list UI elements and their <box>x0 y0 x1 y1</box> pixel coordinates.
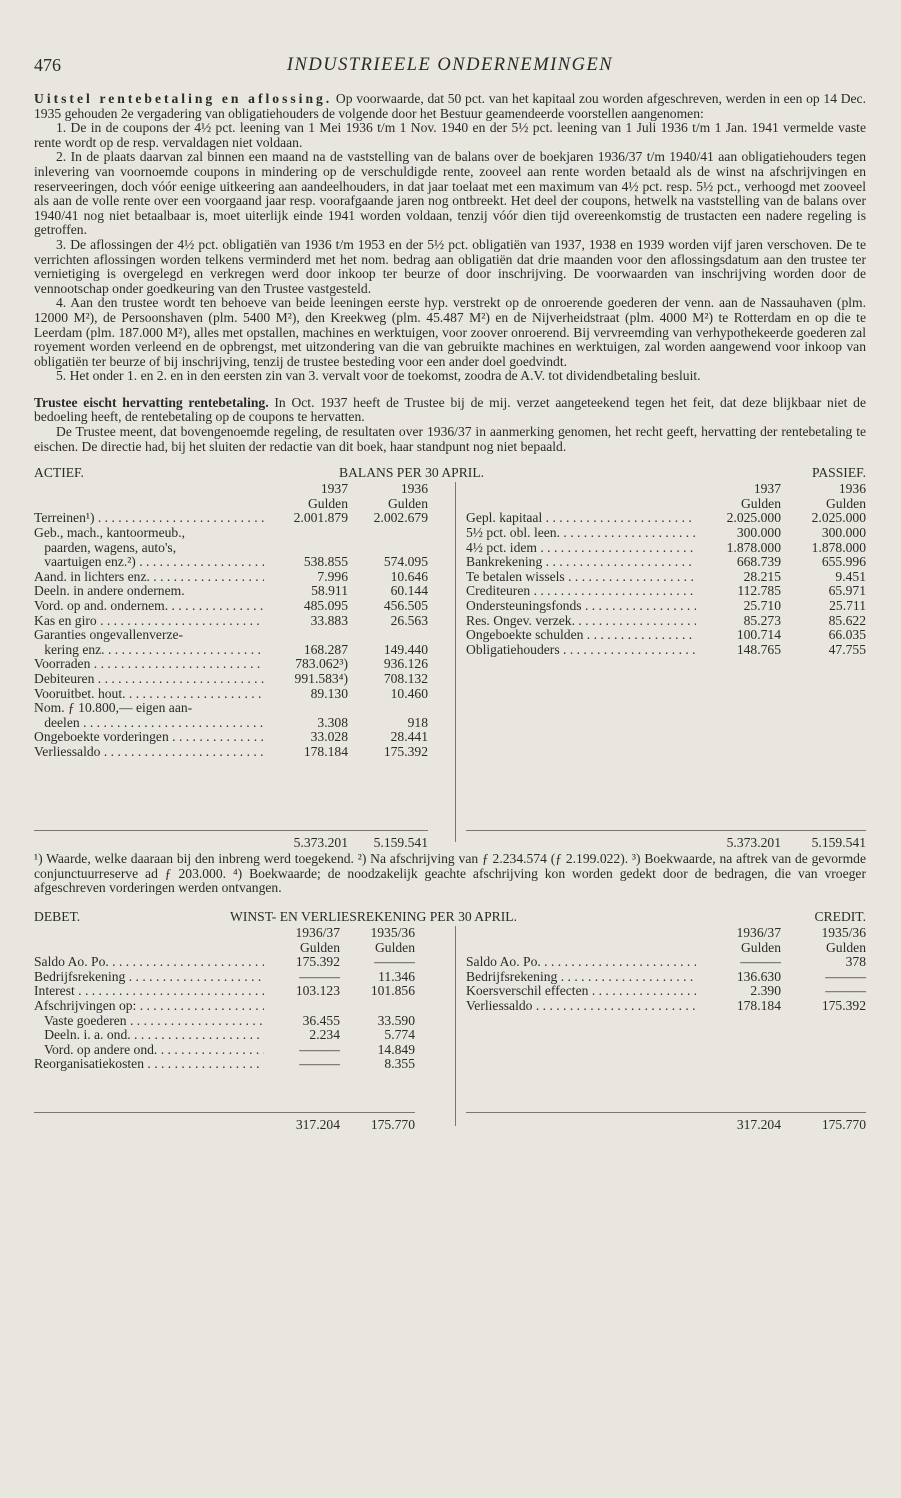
winst-credit-row-value-a: 178.184 <box>736 998 781 1013</box>
balans-actief-header-a: Gulden <box>307 495 348 511</box>
winst-credit-header-spacer <box>466 941 696 956</box>
balans-actief-total-rule <box>34 830 428 831</box>
balans-actief-row-value-b: 936.126 <box>383 656 428 672</box>
balans-passief-row <box>466 628 866 643</box>
balans-actief-row-label: Verliessaldo . . . <box>34 745 264 760</box>
balans-actief-row-value-a: 538.855 <box>303 554 348 570</box>
winst-credit-row-label: Verliessaldo . . . <box>466 999 696 1014</box>
balans-passief-row-value-b: 655.996 <box>821 554 866 570</box>
balans-passief-total-row <box>466 836 866 851</box>
balans-passief-row <box>466 526 866 541</box>
balans-passief-row-value-b: 66.035 <box>828 627 866 643</box>
winst-credit-row-value-a: 2.390 <box>750 983 781 999</box>
winst-debet <box>34 925 419 1133</box>
balans-actief-row-label: Garanties ongevallenverze- <box>34 628 184 643</box>
winst-debet-row-label: Reorganisatiekosten . . . <box>34 1057 264 1072</box>
balans-actief-row-value-a: 7.996 <box>317 568 348 584</box>
balans-actief-row <box>34 614 429 629</box>
winst-debet-header-row <box>34 941 419 956</box>
winst-credit-row-value-a: 136.630 <box>736 968 781 984</box>
winst-debet-row-label: Deeln. i. a. ond. . . . <box>34 1028 264 1043</box>
balans-passief-row <box>466 614 866 629</box>
winst-debet-row-value-a: ——— <box>299 968 340 984</box>
balans-actief-row-value-b: 175.392 <box>383 743 428 759</box>
balans-actief-row-label: Vooruitbet. hout. . . . <box>34 687 264 702</box>
winst-debet-row-value-a: ——— <box>299 1041 340 1057</box>
winst-debet-row-label: Vaste goederen . . . <box>34 1014 264 1029</box>
winst-credit-row-label: Saldo Ao. Po. . . . <box>466 955 696 970</box>
balans-passief-header-b: Gulden <box>825 495 866 511</box>
winst-debet-header-a: 1936/37 <box>295 925 340 941</box>
winst-debet-header-row <box>34 926 419 941</box>
balans-passief-row-value-a: 668.739 <box>736 554 781 570</box>
balans-actief-row-value-a: 168.287 <box>303 641 348 657</box>
winst-credit-header-row <box>466 941 866 956</box>
balans-passief-row-value-a: 28.215 <box>743 568 781 584</box>
balans-actief-header-spacer <box>34 482 264 497</box>
intro-lead: Uitstel rentebetaling en aflossing. <box>34 91 333 106</box>
balans-actief-row-value-b: 10.460 <box>390 685 428 701</box>
balans-actief-row-value-a: 3.308 <box>317 714 348 730</box>
balans-passief-header-a: 1937 <box>753 481 781 497</box>
balans-actief-total-a: 5.373.201 <box>293 835 348 851</box>
balans-actief-row-value-a: 178.184 <box>303 743 348 759</box>
balans-actief-row-value-b: 708.132 <box>383 670 428 686</box>
balans-actief-row-value-a: 33.028 <box>310 729 348 745</box>
balans-passief-header-spacer <box>466 482 696 497</box>
balans-passief-header-spacer <box>466 497 696 512</box>
balans-actief-row <box>34 526 429 541</box>
balans-actief-row-value-b: 574.095 <box>383 554 428 570</box>
winst-credit-row-label: Koersverschil effecten . . . <box>466 984 696 999</box>
balans-title: BALANS PER 30 APRIL. <box>339 465 485 481</box>
balans-actief-row <box>34 541 429 556</box>
balans-actief-header-b: Gulden <box>387 495 428 511</box>
winst-credit-row <box>466 955 866 970</box>
balans-actief-row-label: Terreinen¹) . . . <box>34 511 264 526</box>
balans-actief-row-label: paarden, wagens, auto's, <box>34 540 177 555</box>
winst-credit-row-value-a: ——— <box>740 954 781 970</box>
balans-passief-row <box>466 599 866 614</box>
balans-actief-row-label: kering enz. . . . <box>34 643 264 658</box>
balans-actief-row-value-b <box>348 628 428 643</box>
page <box>34 55 867 1136</box>
balans-actief-row-label: Aand. in lichters enz. . . . <box>34 570 264 585</box>
balans-actief-row-value-b: 918 <box>407 714 428 730</box>
winst-divider <box>455 926 456 1126</box>
balans-passief-header-row <box>466 497 866 512</box>
winst-table <box>34 926 866 1136</box>
winst-credit-total-a: 317.204 <box>736 1117 781 1133</box>
winst-debet-row-value-b: 11.346 <box>378 968 415 984</box>
balans-passief-row <box>466 541 866 556</box>
actief-label: ACTIEF. <box>34 465 84 481</box>
balans-actief-row-value-b: 10.646 <box>390 568 428 584</box>
balans-passief-row-label: Bankrekening . . . <box>466 555 696 570</box>
winst-credit-total-b: 175.770 <box>821 1117 866 1133</box>
winst-credit-header-spacer <box>466 926 696 941</box>
winst-debet-total-a: 317.204 <box>295 1117 340 1133</box>
winst-credit-row-value-b: ——— <box>825 983 866 999</box>
balans-actief-row-value-b <box>348 526 428 541</box>
footnotes: ¹) Waarde, welke daaraan bij den inbreng werd toegekend. ²) Na afschrijving van ƒ 2.234.574 (ƒ 2.199.022). ³) Boekwaarde, na aftrek van de gevormde conjunctuurreserve ad ƒ 203.000. ⁴) Boekwaarde; de noodzakelijk geachte afschrijving kon worden gedekt door de bedragen, die van vroeger afgeschreven vorderingen werden ontvangen. <box>34 851 866 896</box>
balans-passief-row-label: Res. Ongev. verzek. . . . <box>466 614 696 629</box>
balans-actief-row <box>34 730 429 745</box>
balans-actief-row-value-b <box>348 541 428 556</box>
winst-debet-row <box>34 1028 419 1043</box>
winst-debet-header-b: Gulden <box>374 939 415 955</box>
trustee-paragraph-2: De Trustee meent, dat bovengenoemde regeling, de resultaten over 1936/37 in aanmerking genomen, het recht geeft, hervatting der rentebetaling te eischen. De directie had, bij het sluiten der redactie van dit boek, haar standpunt nog niet bepaald. <box>34 424 866 454</box>
winst-debet-row-value-b: 101.856 <box>370 983 415 999</box>
winst-credit-row-value-b: ——— <box>825 968 866 984</box>
debet-label: DEBET. <box>34 909 81 925</box>
balans-actief <box>34 481 429 851</box>
balans-actief-header-spacer <box>34 497 264 512</box>
balans-actief-row-value-a <box>264 526 348 541</box>
balans-actief-row-value-a <box>264 541 348 556</box>
balans-actief-row-value-b: 26.563 <box>390 612 428 628</box>
balans-passief-row-label: 5½ pct. obl. leen. . . . <box>466 526 696 541</box>
balans-actief-row-value-a: 89.130 <box>310 685 348 701</box>
winst-credit-header-a: Gulden <box>740 939 781 955</box>
winst-debet-header-spacer <box>34 926 264 941</box>
balans-passief-row-value-b: 47.755 <box>828 641 866 657</box>
balans-divider <box>455 482 456 842</box>
balans-passief-header-b: 1936 <box>838 481 866 497</box>
winst-credit-total-rule <box>466 1112 866 1113</box>
balans-actief-row-value-a: 485.095 <box>303 598 348 613</box>
balans-actief-row-value-b <box>348 701 428 716</box>
balans-passief-row-label: Ondersteuningsfonds . . . <box>466 599 696 614</box>
winst-credit-row-value-b: 175.392 <box>821 998 866 1013</box>
winst-debet-total-row <box>34 1118 415 1133</box>
point-5: 5. Het onder 1. en 2. en in den eersten zin van 3. vervalt voor de toekomst, zoodra de A.V. tot dividendbetaling besluit. <box>56 368 701 384</box>
intro-text: Op voorwaarde, dat 50 pct. van het kapitaal zou worden afgeschreven, werden in een op 14 Dec. 1935 gehouden 2e vergadering van obligatiehouders de volgende door het Bestuur geamendeerde voorstellen aangenomen: <box>34 91 866 121</box>
winst-debet-row-value-a: ——— <box>299 1056 340 1072</box>
balans-actief-row <box>34 745 429 760</box>
balans-actief-row-value-a: 783.062³) <box>295 656 348 672</box>
balans-actief-row-label: Geb., mach., kantoormeub., <box>34 526 185 541</box>
balans-actief-row-value-b: 60.144 <box>390 583 428 599</box>
point-3: 3. De aflossingen der 4½ pct. obligatiën van 1936 t/m 1953 en der 5½ pct. obligatiën van 1937, 1938 en 1939 worden vijf jaren verschoven. De te verrichten aflossingen worden telkens verminderd met het nom. bedrag aan obligatiën dat drie maanden voor den aflossingsdatum aan den trustee ter vernietiging is overgelegd en verkregen werd door inkoop ter beurze of door inschrijving. De voorwaarden van inschrijving worden door de vennootschap onder goedkeuring van den Trustee vastgesteld. <box>34 236 866 296</box>
balans-passief-row-value-a: 25.710 <box>743 598 781 613</box>
balans-passief-row-value-b: 9.451 <box>835 568 866 584</box>
balans-passief-row-value-b: 2.025.000 <box>811 510 866 526</box>
balans-passief-row-label: 4½ pct. idem . . . <box>466 541 696 556</box>
winst-credit-total-row <box>466 1118 866 1133</box>
winst-debet-row-value-b: 33.590 <box>377 1012 415 1028</box>
balans-actief-header-a: 1937 <box>320 481 348 497</box>
winst-debet-row-value-b: 8.355 <box>384 1056 415 1072</box>
balans-passief-total-b: 5.159.541 <box>811 835 866 851</box>
winst-debet-row <box>34 970 419 985</box>
winst-debet-row-label: Afschrijvingen op: . . . <box>34 999 264 1014</box>
winst-debet-row <box>34 955 419 970</box>
winst-title-row <box>34 910 866 926</box>
balans-passief-header-a: Gulden <box>740 495 781 511</box>
balans-actief-row <box>34 701 429 716</box>
winst-credit-header-row <box>466 926 866 941</box>
winst-debet-row-value-a: 175.392 <box>295 954 340 970</box>
balans-actief-row <box>34 672 429 687</box>
balans-passief-row-label: Gepl. kapitaal . . . <box>466 511 696 526</box>
balans-passief-row-value-a: 100.714 <box>736 627 781 643</box>
balans-passief-row-value-b: 25.711 <box>829 598 866 613</box>
winst-credit <box>466 925 866 1133</box>
trustee-lead: Trustee eischt hervatting rentebetaling. <box>34 394 269 410</box>
winst-debet-row-value-a <box>264 999 340 1014</box>
balans-actief-row-value-a: 991.583⁴) <box>294 670 348 686</box>
balans-actief-row <box>34 687 429 702</box>
winst-title: WINST- EN VERLIESREKENING PER 30 APRIL. <box>230 909 517 925</box>
trustee-text: In Oct. 1937 heeft de Trustee bij de mij. verzet aangeteekend tegen het feit, dat deze blijkbaar niet de bedoeling heeft, de rentebetaling op de coupons te hervatten. <box>34 394 867 425</box>
winst-debet-row-label: Interest . . . <box>34 984 264 999</box>
balans-title-row <box>34 466 866 482</box>
balans-actief-header-b: 1936 <box>400 481 428 497</box>
balans-passief-row-value-b: 1.878.000 <box>811 539 866 555</box>
winst-credit-row <box>466 970 866 985</box>
winst-debet-total-rule <box>34 1112 415 1113</box>
balans-actief-row <box>34 643 429 658</box>
balans-actief-total-row <box>34 836 428 851</box>
balans-passief-row-value-a: 112.785 <box>737 583 781 599</box>
winst-credit-row <box>466 999 866 1014</box>
page-header <box>34 55 866 92</box>
balans-actief-row-label: Kas en giro . . . <box>34 614 264 629</box>
balans-passief-row <box>466 511 866 526</box>
winst-debet-row-value-a: 2.234 <box>309 1027 340 1043</box>
balans-actief-row <box>34 584 429 599</box>
winst-debet-row <box>34 1043 419 1058</box>
balans-actief-row <box>34 599 429 614</box>
balans-actief-header-row <box>34 497 429 512</box>
balans-passief-total-rule <box>466 830 866 831</box>
balans-actief-row-value-b: 149.440 <box>383 641 428 657</box>
winst-debet-row-value-b: ——— <box>374 954 415 970</box>
balans-passief-row-label: Obligatiehouders . . . <box>466 643 696 658</box>
winst-credit-header-b: 1935/36 <box>821 925 866 941</box>
balans-actief-row-label: Vord. op and. ondernem. . . . <box>34 599 264 614</box>
winst-debet-row-value-a: 103.123 <box>295 983 340 999</box>
balans-passief-row-label: Te betalen wissels . . . <box>466 570 696 585</box>
balans-actief-row-value-a <box>264 701 348 716</box>
running-title: INDUSTRIEELE ONDERNEMINGEN <box>286 55 614 75</box>
balans-actief-header-row <box>34 482 429 497</box>
balans-actief-row-label: Deeln. in andere ondernem. <box>34 584 185 599</box>
balans-passief-row <box>466 555 866 570</box>
balans-passief-header-row <box>466 482 866 497</box>
point-2: 2. In de plaats daarvan zal binnen een maand na de vaststelling van de balans over de boekjaren 1936/37 t/m 1940/41 aan obligatiehouders tegen inlevering van voornoemde coupons in mindering op de verschuldigde rente, zooveel aan rente worden betaald als de winst na afschrijvingen en reserveeringen, doch vóór eenige uitkeering aan aandeelhouders, in dat jaar toelaat met een maximum van 4½ pct. resp. 5½ pct., verhoogd met zooveel als aan de volle rente over een voorgaand jaar resp. voorafgaande jaren nog ontbreekt. Het deel der coupons, hetwelk na vaststelling van de balans over 1940/41 nog niet betaalbaar is, moet uiterlijk einde 1941 worden voldaan, tenzij vóór dien tijd overeenkomstig de trustacten een nadere regeling is getroffen. <box>34 149 866 238</box>
balans-passief-total-a: 5.373.201 <box>726 835 781 851</box>
winst-debet-row <box>34 1014 419 1029</box>
balans-actief-row-label: vaartuigen enz.²) . . . <box>34 555 264 570</box>
balans-actief-row <box>34 716 429 731</box>
balans-passief-row-value-a: 148.765 <box>736 641 781 657</box>
balans-passief-row-label: Ongeboekte schulden . . . <box>466 628 696 643</box>
winst-debet-row-value-b: 14.849 <box>377 1041 415 1057</box>
winst-debet-row-label: Saldo Ao. Po. . . . <box>34 955 264 970</box>
winst-debet-row <box>34 1057 419 1072</box>
winst-debet-row <box>34 984 419 999</box>
winst-debet-row-value-a: 36.455 <box>302 1012 340 1028</box>
balans-actief-row-value-b: 456.505 <box>383 598 428 613</box>
winst-debet-header-b: 1935/36 <box>370 925 415 941</box>
balans-passief-row <box>466 584 866 599</box>
balans-passief-row-value-b: 85.622 <box>828 612 866 628</box>
balans-actief-row-value-a: 33.883 <box>310 612 348 628</box>
balans-passief-row-value-a: 1.878.000 <box>726 539 781 555</box>
balans-actief-row-label: Debiteuren . . . <box>34 672 264 687</box>
winst-credit-row <box>466 984 866 999</box>
winst-debet-row-label: Vord. op andere ond. . . . <box>34 1043 264 1058</box>
credit-label: CREDIT. <box>814 909 866 925</box>
winst-debet-header-a: Gulden <box>299 939 340 955</box>
balans-actief-row-label: Nom. ƒ 10.800,— eigen aan- <box>34 701 193 716</box>
balans-actief-row <box>34 511 429 526</box>
page-number: 476 <box>34 55 61 75</box>
winst-credit-row-label: Bedrijfsrekening . . . <box>466 970 696 985</box>
winst-credit-header-a: 1936/37 <box>736 925 781 941</box>
balans-passief-row <box>466 643 866 658</box>
balans-actief-row <box>34 570 429 585</box>
balans-actief-row-value-a <box>264 628 348 643</box>
balans-passief-row <box>466 570 866 585</box>
balans-actief-row-label: deelen . . . <box>34 716 264 731</box>
balans-actief-total-b: 5.159.541 <box>373 835 428 851</box>
balans-actief-row <box>34 657 429 672</box>
balans-passief-row-label: Crediteuren . . . <box>466 584 696 599</box>
winst-debet-row-value-b <box>340 999 415 1014</box>
trustee-paragraph <box>34 396 866 425</box>
balans-table <box>34 482 866 852</box>
winst-credit-header-b: Gulden <box>825 939 866 955</box>
passief-label: PASSIEF. <box>812 465 866 481</box>
balans-actief-row-value-a: 2.001.879 <box>293 510 348 526</box>
balans-passief-row-value-b: 65.971 <box>828 583 866 599</box>
winst-credit-row-value-b: 378 <box>845 954 866 970</box>
balans-actief-row-label: Ongeboekte vorderingen . . . <box>34 730 264 745</box>
point-4: 4. Aan den trustee wordt ten behoeve van beide leeningen eerste hyp. verstrekt op de onroerende goederen der venn. aan de Nassauhaven (plm. 12000 M²), de Persoonshaven (plm. 5400 M²), den Kreekweg (plm. 45.487 M²) en de Nijverheidstraat (plm. 4000 M²) te Rotterdam en op die te Leerdam (plm. 187.000 M²), alles met opstallen, machines en werktuigen, voor zoover onroerend. Bij vervreemding van verhypothekeerde goederen zal royement worden verleend en de opbrengst, met uitzondering van die van gebruikte machines en werktuigen, zal worden aangewend voor inkoop van obligatiën ter beurze of bij inschrijving, tenzij de trustee besteding voor een ander doel goedvindt. <box>34 295 866 369</box>
balans-actief-row-value-a: 58.911 <box>311 583 348 599</box>
winst-debet-row-value-b: 5.774 <box>384 1027 415 1043</box>
balans-actief-row-label: Voorraden . . . <box>34 657 264 672</box>
winst-debet-row <box>34 999 419 1014</box>
balans-actief-row <box>34 628 429 643</box>
winst-debet-total-b: 175.770 <box>370 1117 415 1133</box>
balans-passief-row-value-a: 85.273 <box>743 612 781 628</box>
balans-actief-row-value-b: 28.441 <box>390 729 428 745</box>
intro-paragraph <box>34 92 866 121</box>
balans-passief-row-value-b: 300.000 <box>821 525 866 541</box>
balans-passief <box>466 481 866 851</box>
winst-debet-row-label: Bedrijfsrekening . . . <box>34 970 264 985</box>
balans-actief-row <box>34 555 429 570</box>
balans-actief-row-value-b: 2.002.679 <box>373 510 428 526</box>
point-1: 1. De in de coupons der 4½ pct. leening van 1 Mei 1936 t/m 1 Nov. 1940 en der 5½ pct. leening van 1 Juli 1936 t/m 1 Jan. 1941 vermelde vaste rente wordt op de resp. vervaldagen niet voldaan. <box>34 120 866 150</box>
winst-debet-header-spacer <box>34 941 264 956</box>
balans-passief-row-value-a: 300.000 <box>736 525 781 541</box>
balans-passief-row-value-a: 2.025.000 <box>726 510 781 526</box>
